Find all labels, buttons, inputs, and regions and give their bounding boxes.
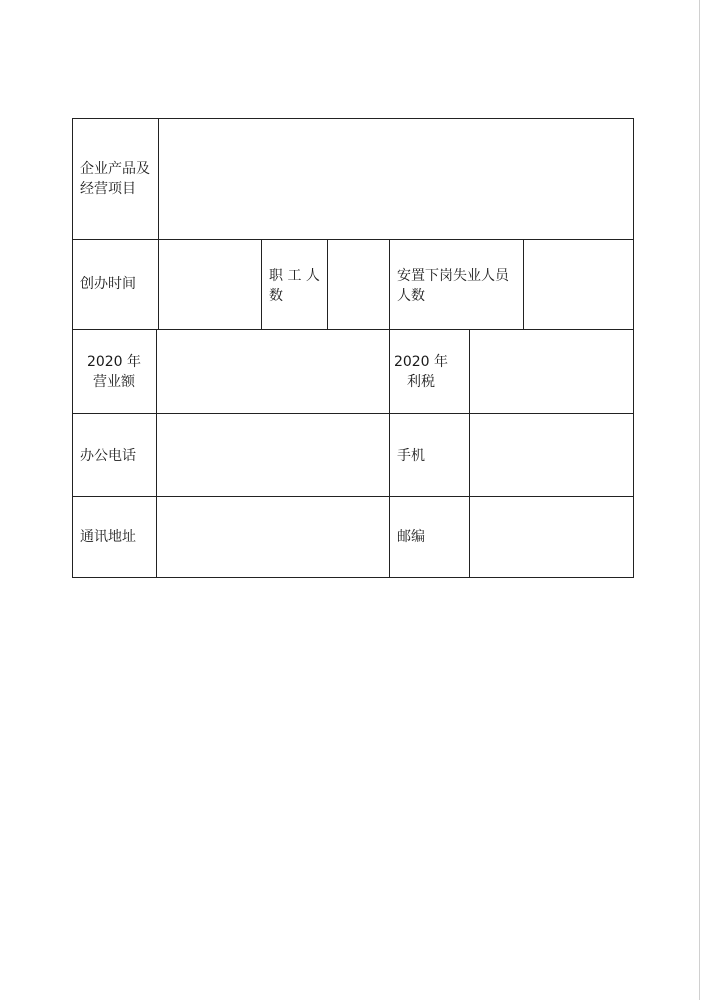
address-label: 通讯地址 — [80, 529, 136, 545]
mobile-label: 手机 — [397, 448, 425, 464]
revenue-label-line2: 营业额 — [93, 374, 135, 390]
staff-label-left-divider — [261, 239, 262, 329]
staff-value-cell[interactable] — [328, 240, 389, 329]
staff-label-line2: 数 — [269, 288, 283, 304]
staff-label — [269, 266, 320, 306]
laid-off-label — [397, 266, 509, 306]
staff-label-line1: 职 工 人 — [269, 268, 320, 284]
postcode-value-cell[interactable] — [470, 497, 633, 577]
laid-off-label-line2: 人数 — [397, 288, 425, 304]
postcode-label: 邮编 — [397, 529, 425, 545]
office-phone-value-cell[interactable] — [157, 414, 389, 496]
right-label-left-divider — [389, 329, 390, 578]
founded-label: 创办时间 — [80, 276, 136, 292]
laid-off-label-line1: 安置下岗失业人员 — [397, 268, 509, 284]
table-border-right — [633, 118, 634, 578]
office-phone-label: 办公电话 — [80, 448, 136, 464]
revenue-label-line1: 2020 年 — [86, 354, 142, 370]
tax-value-cell[interactable] — [470, 330, 633, 413]
laid-off-label-left-divider — [389, 239, 390, 329]
tax-label-line1: 2020 年 — [393, 354, 449, 370]
founded-value-cell[interactable] — [159, 240, 261, 329]
products-label — [80, 159, 150, 199]
products-value-cell[interactable] — [159, 119, 633, 239]
table-border-left — [72, 118, 73, 578]
products-label-line2: 经营项目 — [80, 181, 136, 197]
tax-label — [391, 352, 451, 392]
laid-off-value-cell[interactable] — [524, 240, 633, 329]
products-label-line1: 企业产品及 — [80, 161, 150, 177]
page-right-edge — [699, 0, 700, 1000]
mobile-value-cell[interactable] — [470, 414, 633, 496]
revenue-value-cell[interactable] — [157, 330, 389, 413]
revenue-label — [74, 352, 154, 392]
address-value-cell[interactable] — [157, 497, 389, 577]
tax-label-line2: 利税 — [407, 374, 435, 390]
